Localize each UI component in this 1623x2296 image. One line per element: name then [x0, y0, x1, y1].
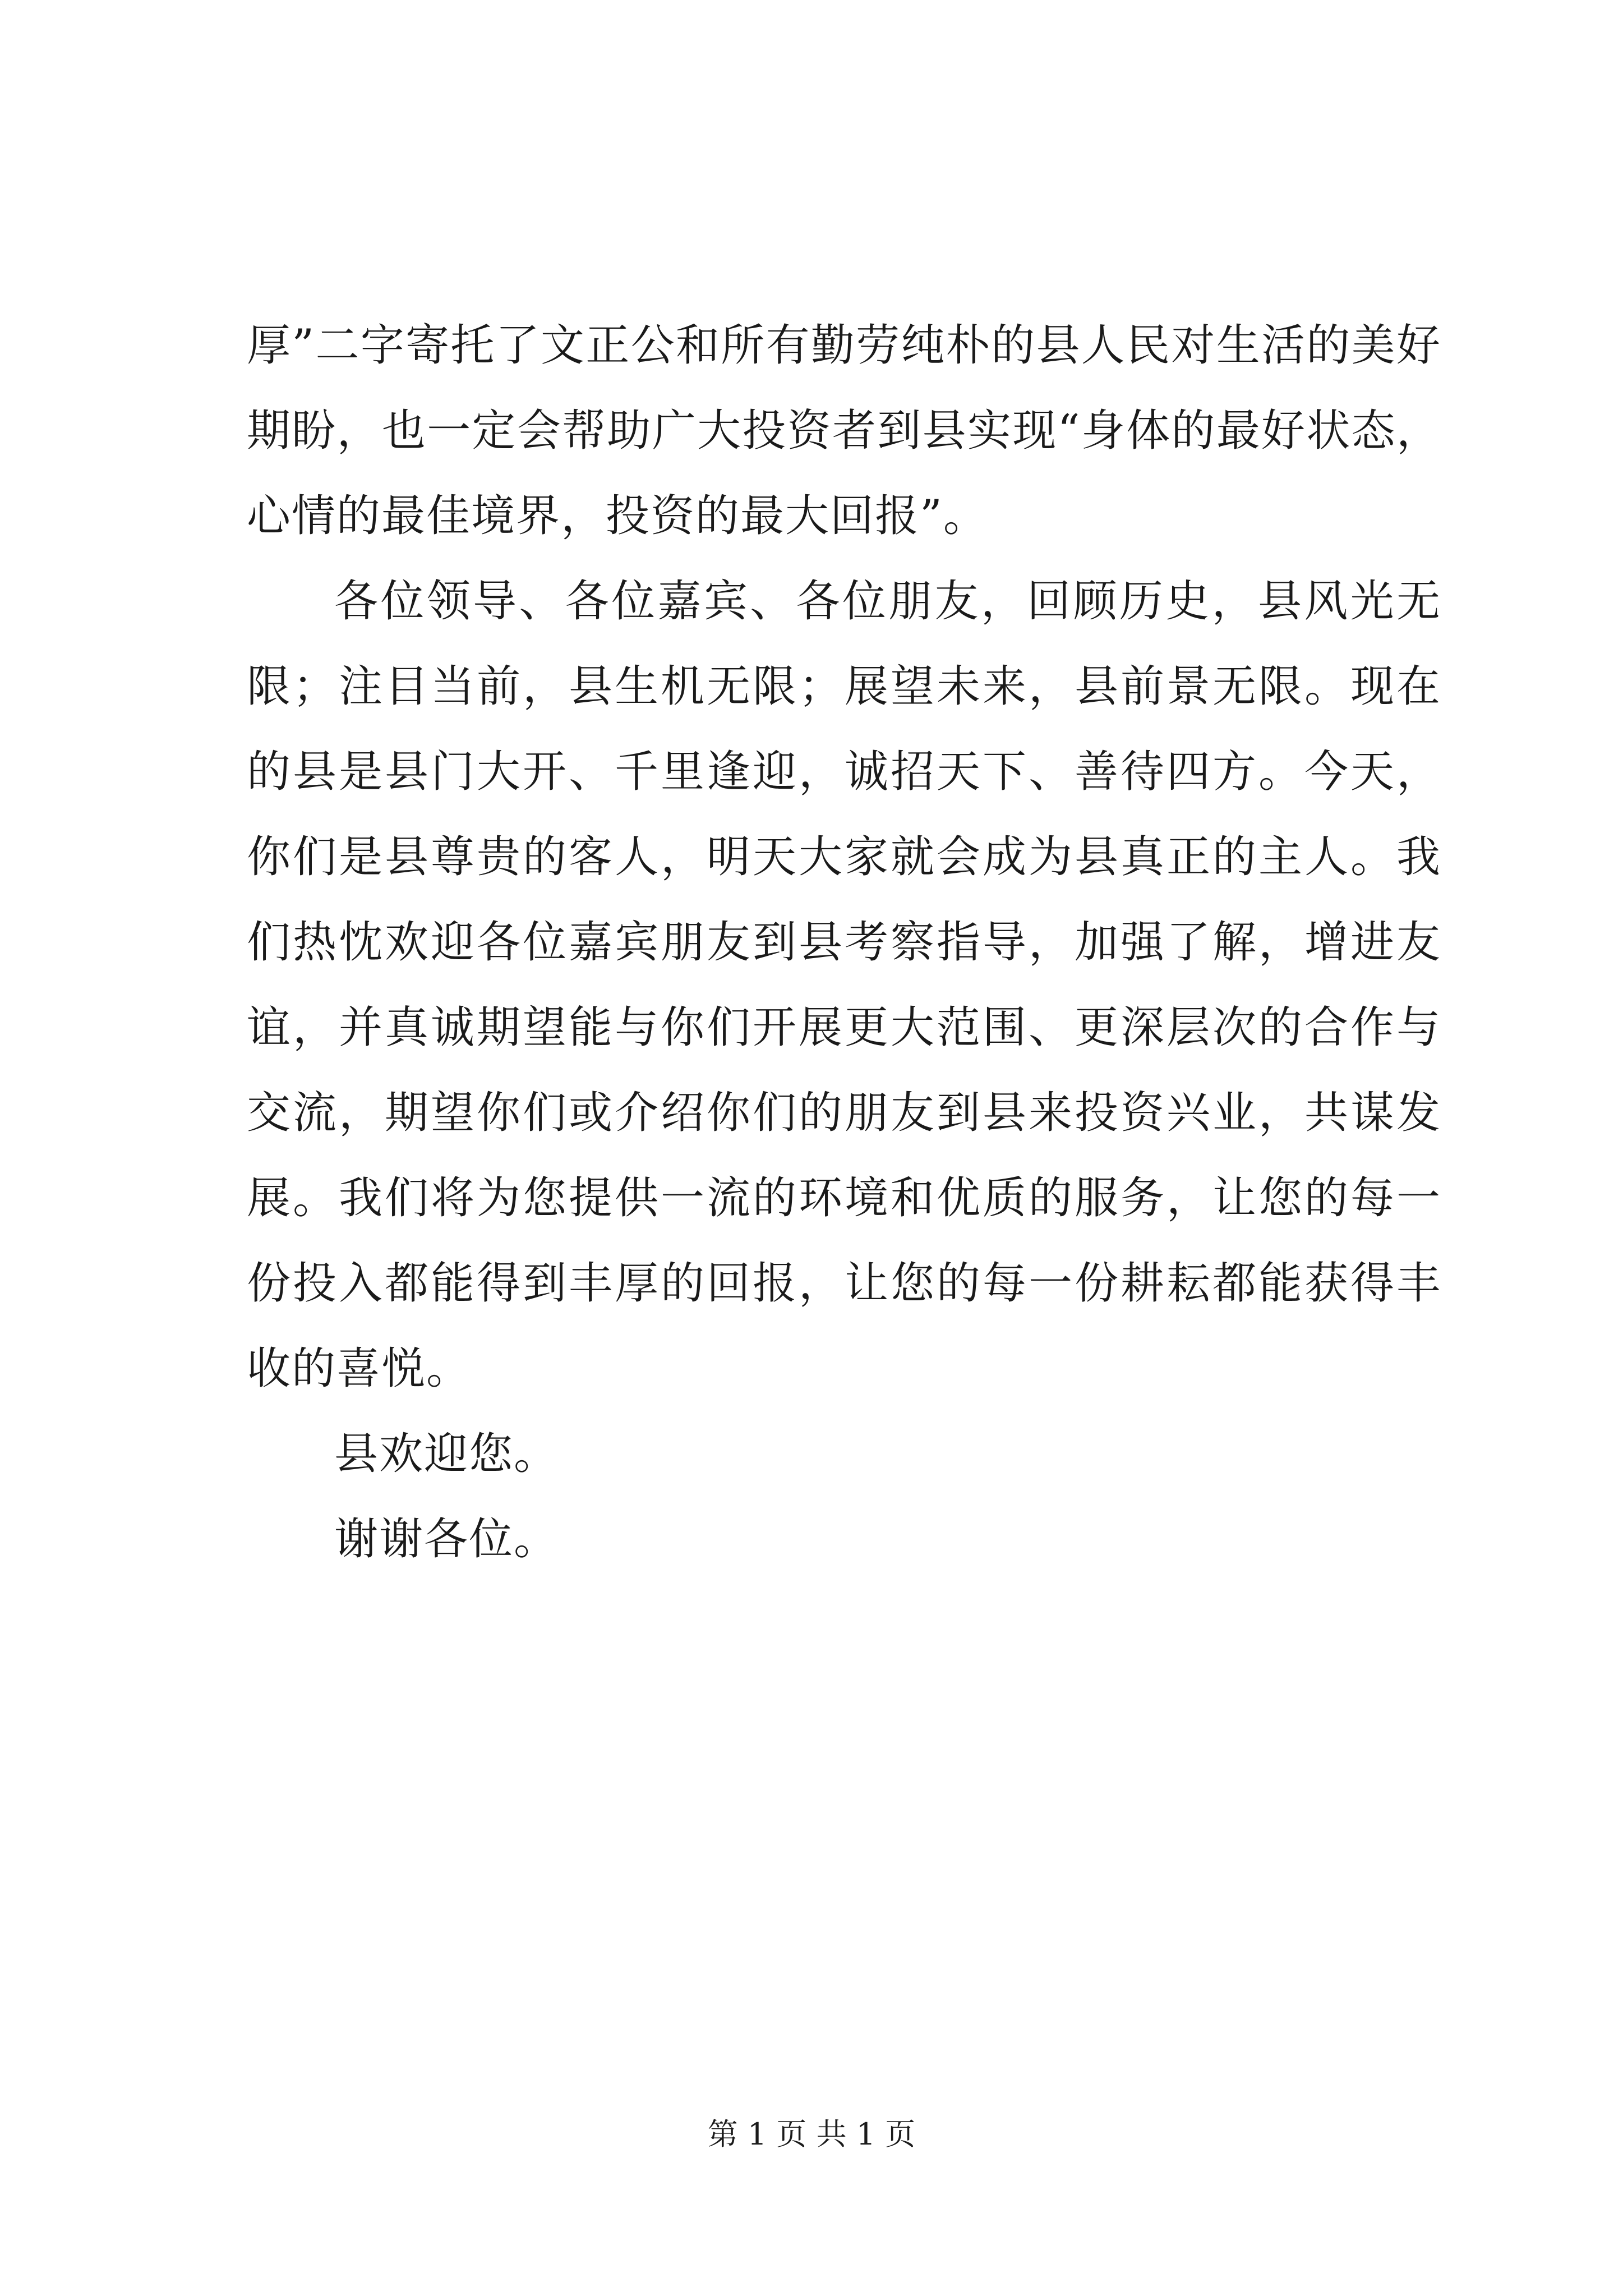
document-body: [247, 303, 1441, 1582]
page-number-footer: 第 1 页 共 1 页: [707, 2116, 916, 2152]
paragraph-continuation: 厚”二字寄托了文正公和所有勤劳纯朴的县人民对生活的美好期盼，也一定会帮助广大投资者到县实现“身体的最好状态，心情的最佳境界，投资的最大回报”。: [247, 320, 1441, 541]
paragraph-welcome: 县欢迎您。: [334, 1429, 559, 1479]
paragraph-thanks: 谢谢各位。: [334, 1514, 559, 1565]
paragraph-welcome-address: 各位领导、各位嘉宾、各位朋友，回顾历史，县风光无限；注目当前，县生机无限；展望未来，县前景无限。现在的县是县门大开、千里逢迎，诚招天下、善待四方。今天，你们是县尊贵的客人，明天大家就会成为县真正的主人。我们热忱欢迎各位嘉宾朋友到县考察指导，加强了解，增进友谊，并真诚期望能与你们开展更大范围、更深层次的合作与交流，期望你们或介绍你们的朋友到县来投资兴业，共谋发展。我们将为您提供一流的环境和优质的服务，让您的每一份投入都能得到丰厚的回报，让您的每一份耕耘都能获得丰收的喜悦。: [247, 576, 1441, 1394]
